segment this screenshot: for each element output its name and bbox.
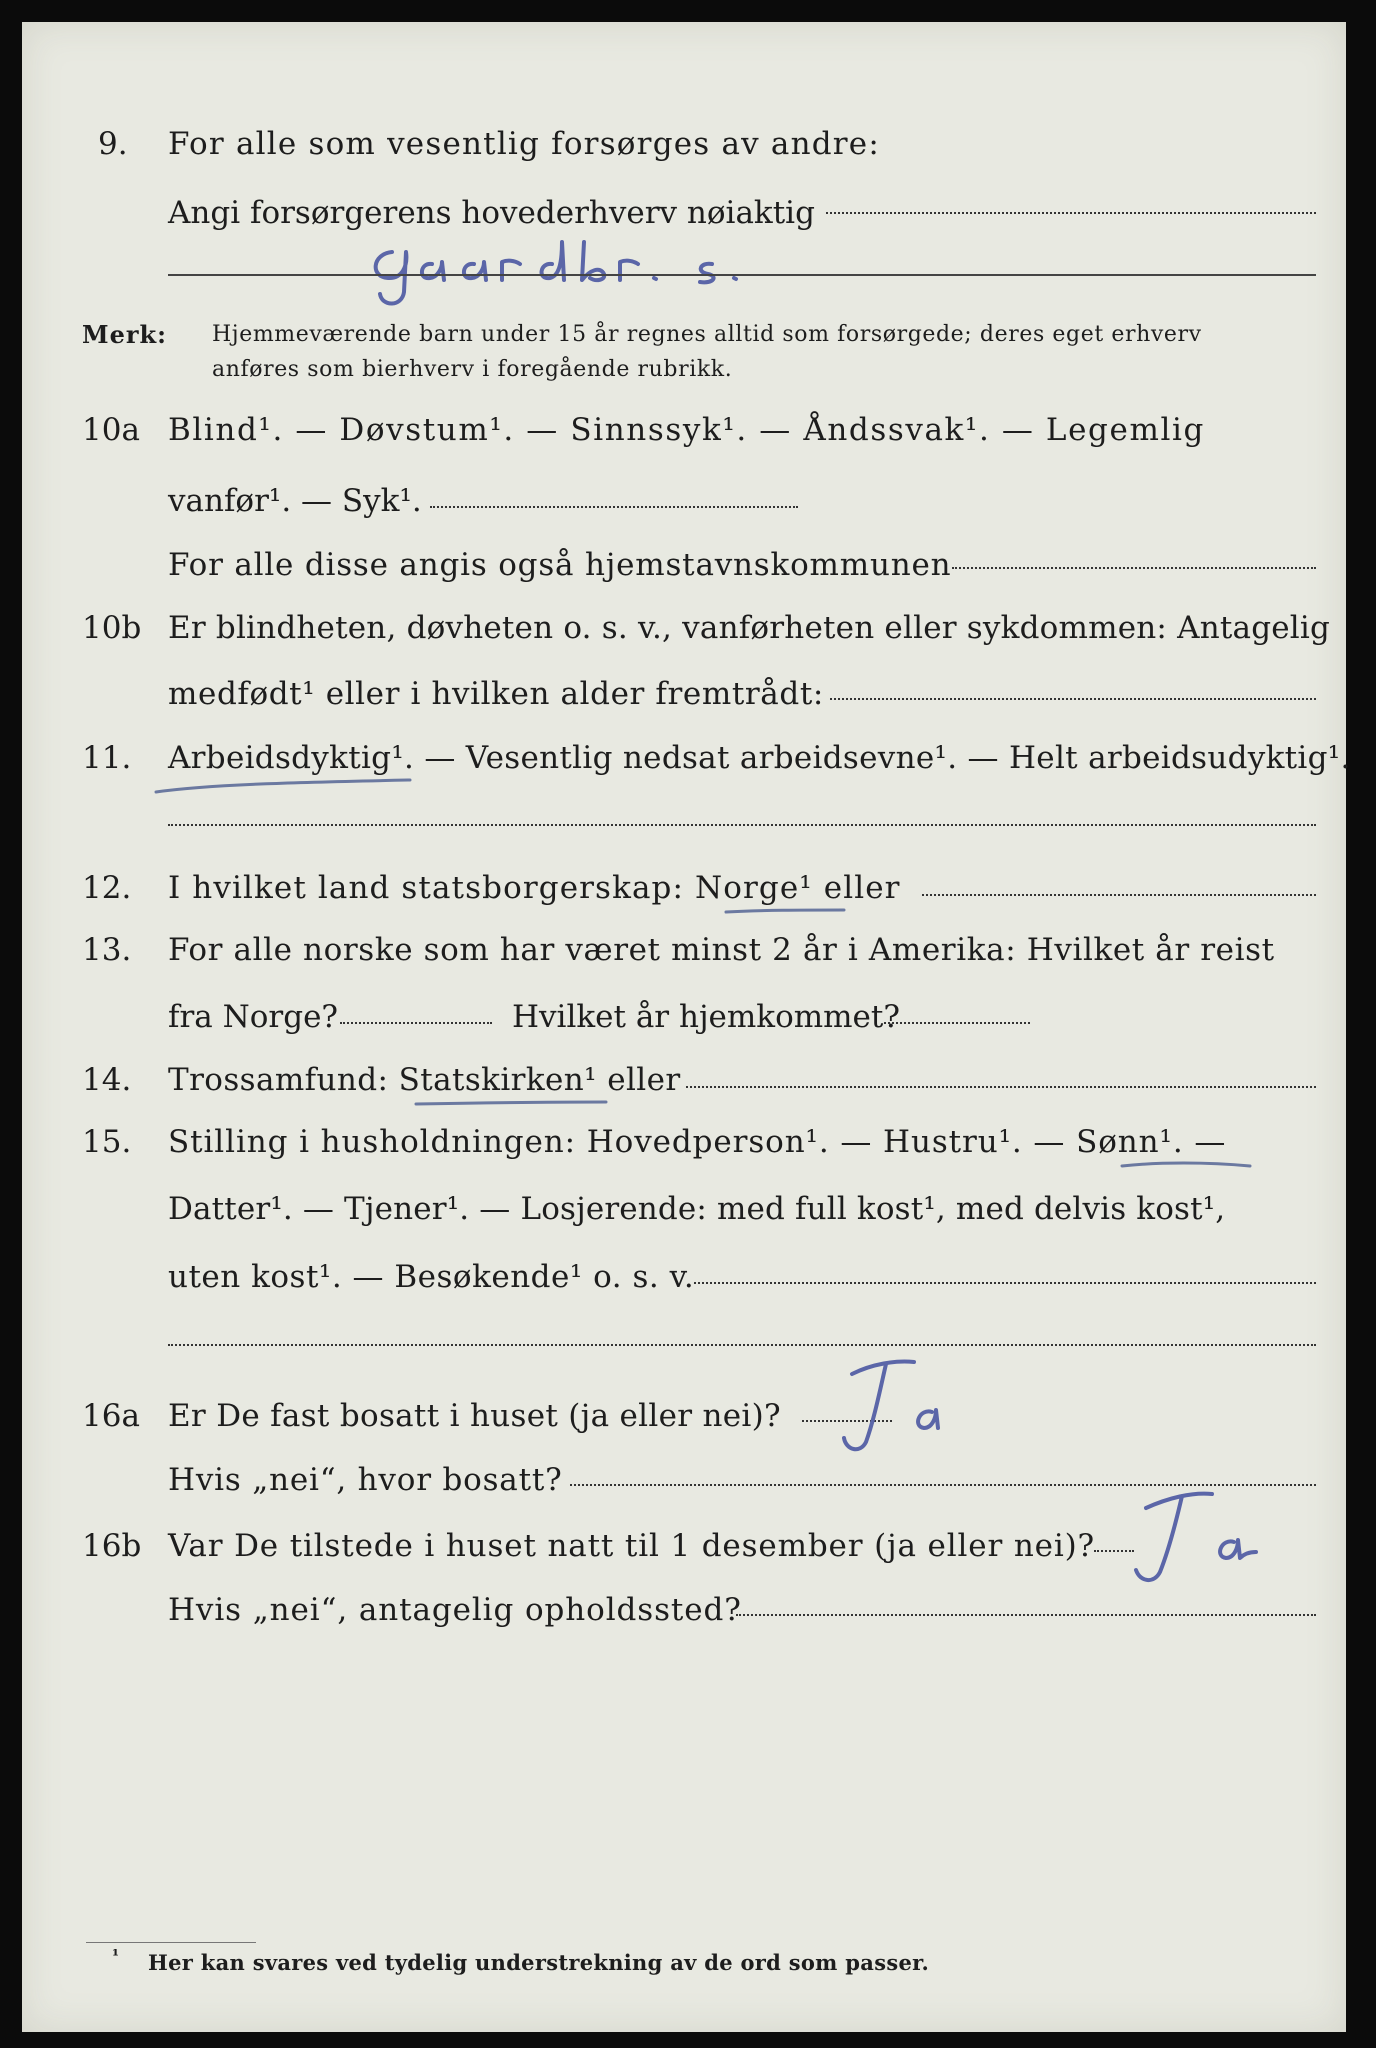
q10b-line1: Er blindheten, døvheten o. s. v., vanførheten eller sykdommen: Antagelig: [168, 610, 1331, 646]
q10a-syk-dotted-line: [430, 506, 798, 508]
q16b-handwritten-answer-signature: [1112, 1482, 1262, 1592]
q10a-line3: For alle disse angis også hjemstavnskommunen: [168, 547, 952, 583]
footnote-mark: ¹: [112, 1946, 120, 1965]
merk-label: Merk:: [82, 320, 167, 349]
q16b-line2: Hvis „nei“, antagelig opholdssted?: [168, 1592, 742, 1628]
q11-number: 11.: [82, 740, 132, 776]
q15-line1: Stilling i husholdningen: Hovedperson¹. — Hustru¹. — Sønn¹. —: [168, 1124, 1227, 1160]
q16b-number: 16b: [82, 1528, 142, 1564]
q15-line2: Datter¹. — Tjener¹. — Losjerende: med full kost¹, med delvis kost¹,: [168, 1191, 1226, 1227]
q10b-number: 10b: [82, 610, 142, 646]
q16a-line1: Er De fast bosatt i huset (ja eller nei)?: [168, 1398, 781, 1434]
q15-second-dotted-line: [168, 1344, 1316, 1346]
q13-line2a: fra Norge?: [168, 999, 339, 1035]
q15-line3: uten kost¹. — Besøkende¹ o. s. v.: [168, 1259, 695, 1295]
q9-handwritten-answer-signature: [362, 222, 802, 312]
q12-norge-underline: [722, 902, 852, 920]
q9-number: 9.: [98, 126, 128, 162]
merk-line1: Hjemmeværende barn under 15 år regnes alltid som forsørgede; deres eget erhverv: [212, 322, 1202, 347]
census-form-page: [22, 22, 1351, 2032]
q10b-dotted-line: [830, 698, 1316, 700]
q10a-hjemstavn-dotted-line: [952, 567, 1316, 569]
q13-number: 13.: [82, 932, 132, 968]
q14-number: 14.: [82, 1062, 132, 1098]
q11-arbeidsdyktig-underline: [152, 774, 422, 798]
q9-dotted-line: [826, 212, 1316, 214]
footnote-text: Her kan svares ved tydelig understrekning av de ord som passer.: [148, 1950, 930, 1975]
q12-line1: I hvilket land statsborgerskap: Norge¹ eller: [168, 870, 901, 906]
q9-line2: Angi forsørgerens hovederhverv nøiaktig: [168, 195, 815, 231]
q16a-number: 16a: [82, 1398, 140, 1434]
q13-line2b: Hvilket år hjemkommet?: [512, 999, 900, 1035]
q11-line1: Arbeidsdyktig¹. — Vesentlig nedsat arbeidsevne¹. — Helt arbeidsudyktig¹.: [168, 740, 1351, 776]
q16a-handwritten-answer-signature: [822, 1350, 952, 1460]
q16b-opholdssted-dotted-line: [736, 1614, 1316, 1616]
q14-dotted-line: [686, 1086, 1316, 1088]
q15-number: 15.: [82, 1124, 132, 1160]
q10a-line1: Blind¹. — Døvstum¹. — Sinnssyk¹. — Åndssvak¹. — Legemlig: [168, 412, 1205, 448]
q10a-line2: vanfør¹. — Syk¹.: [168, 483, 422, 519]
q13-line1: For alle norske som har været minst 2 år i Amerika: Hvilket år reist: [168, 932, 1275, 968]
q16b-line1: Var De tilstede i huset natt til 1 desember (ja eller nei)?: [168, 1528, 1096, 1564]
q15-sonn-underline: [1118, 1156, 1258, 1174]
q15-dotted-line: [694, 1282, 1316, 1284]
q14-line1: Trossamfund: Statskirken¹ eller: [168, 1062, 681, 1098]
q12-number: 12.: [82, 870, 132, 906]
q9-line1: For alle som vesentlig forsørges av andre:: [168, 126, 880, 162]
q13-hjemkommet-dotted-line: [884, 1022, 1030, 1024]
merk-line2: anføres som bierhverv i foregående rubrikk.: [212, 357, 733, 382]
q13-reist-dotted-line: [340, 1022, 492, 1024]
q14-statskirken-underline: [412, 1094, 612, 1112]
q9-answer-line: [168, 274, 1316, 276]
q11-dotted-line: [168, 824, 1316, 826]
q10b-line2: medfødt¹ eller i hvilken alder fremtrådt:: [168, 676, 824, 712]
q12-dotted-line: [922, 894, 1316, 896]
q16a-line2: Hvis „nei“, hvor bosatt?: [168, 1462, 563, 1498]
q10a-number: 10a: [82, 412, 140, 448]
